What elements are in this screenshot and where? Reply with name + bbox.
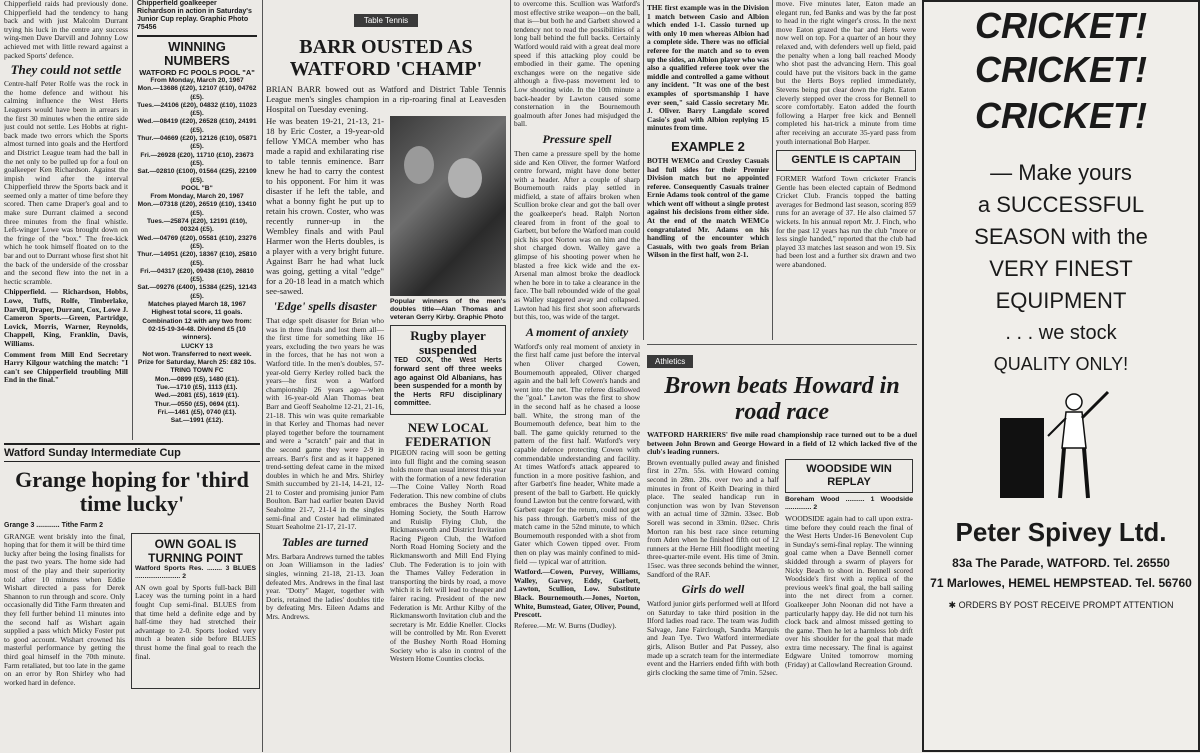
numbers-line: Not won. Transferred to next week. Prize for Saturday, March 25: £82 10s.: [138, 350, 256, 367]
brown-body: Brown eventually pulled away and finished first in 27m. 55s. with Howard coming second in 28m. 20s. over two and a half minutes in front of Keith Dearing in third place. The sealed handicap run in conjunction was won by Ivan Stevenson with an actual time of 32min. 33sec. Bob Sorell was second in 33min. 02sec. Chris Morton ran his best race since returning from Aden when he finished fifth out of 12 runners at the Herne Hill floodlight meeting three-quarter-mile event. His time of 3min. 15sec. was three seconds behind the winner, Sandford of the RAF.: [647, 457, 779, 579]
own-goal-box: [131, 533, 260, 690]
brown-headline: Brown beats Howard in road race: [664, 373, 900, 425]
numbers-line: Wed.—08419 (£20), 26528 (£10), 24191 (£5).: [137, 118, 257, 134]
woodside-score: Boreham Wood .......... 1 Woodside .............. 2: [785, 495, 913, 512]
numbers-line: Tues.—25874 (£20), 12191 (£10), 00324 (£5).: [147, 218, 247, 234]
winning-numbers-subtitle: WATFORD FC POOLS POOL "A": [139, 68, 255, 77]
girls-body: Watford junior girls performed well at Ilford on Saturday to take third position in the Ilford ladies road race. The team was Judith Salvage, Jane Fairclough, Sandra Marquis and Jean Tye. Two Watford intermediate girls, Alison Butler and Pat Pussey, also made up a scratch team for the intermediate event and the Harriers ended fifth with both girls clocking the same time of 7min. 52sec.: [647, 599, 779, 677]
numbers-line: Tues.—24106 (£20), 04832 (£10), 11023 (£5).: [137, 101, 257, 118]
intermediate-cup-section: [4, 443, 260, 752]
chipperfield-subheading: They could not settle: [10, 62, 122, 78]
barr-body: He was beaten 19-21, 21-13, 21-18 by Eric Coster, a 19-year-old fellow YMCA member who has made a rapid and exhilarating rise to table tennis eminence. Barr knew he had to carry the contest to his opponent. For him it was disaster if he left the table, and what a bonny fight he put up to retain his crown. Coster, who was recently runner-up in the Wembley finals and with Paul Harmer won the Herts doubles, is a player with a very bright future. Against Barr he had what luck was going, getting a vital "edge" for a 20-18 lead in a match which see-sawed.: [266, 116, 384, 296]
cricket-advertisement: [922, 0, 1200, 752]
barr-body-3: Mrs. Barbara Andrews turned the tables on Joan Williamson in the ladies' singles, winning 21-18, 21-13. Joan defeated Mrs. Andrews in the final last year. "Dotty" Mager, together with Doris, retained the ladies' doubles title by defeating Mrs. Eileen Adams and Mrs. Andrews.: [266, 551, 384, 621]
numbers-line: Thur.—0550 (£5), 0694 (£1).: [154, 400, 240, 408]
grange-score: Grange 3 ............ Tithe Farm 2: [4, 522, 104, 529]
doubles-photo-caption: Popular winners of the men's doubles title—Alan Thomas and veteran Gerry Kirby. Graphic Photo: [390, 298, 506, 321]
gentle-body: FORMER Watford Town cricketer Francis Gentle has been elected captain of Bedmond Cricket Club. Francis topped the batting averages for Bedmond last season, scoring 859 runs for an average of 37. He also claimed 57 wickets. In his annual report Mr. J. Finch, who for the past 12 years has run the club "more or less single handed," reported that the club had played 33 matches last season and won 19. Six had been lost and a further six drawn and two were abandoned.: [776, 174, 916, 270]
anxiety-subheading: A moment of anxiety: [525, 324, 629, 339]
soccer-body-1: Then came a pressure spell by the home side and Ken Oliver, the former Watford centre forward, might have done better with a header. After a couple of sharp Bournemouth raids play settled in midfield, a state of affairs broken when Scullion broke clear and got the ball over the goalkeeper's head. Ralph Norton cleared from in front of the goal to Garbett, but before the Watford man could pick his spot Norton was on him and the shot charged down. Walley gave a glimpse of his shooting power when he blasted a free kick wide and the ex-Arsenal man almost broke the deadlock when he bore in to take a clearance in the face. The ball rebounded wide of the goal as Walley staggered away and collapsed. Lawton had his first shot soon afterwards but this, too, was wide of the target.: [514, 148, 640, 322]
federation-title: NEW LOCAL FEDERATION: [405, 419, 491, 449]
example-1-body: THE first example was in the Division 1 match between Casio and Albion which ended 1-1. Cassio turned up with only 10 men whereas Albion had a complete side. There was no official referee for the match and so to even up the sides, an Albion player who was also a qualified referee took over the middle and controlled a game without any incident. "It was one of the best examples of sportsmanship I have ever seen," said Cassio secretary Mr. J. Oliver. Barry Langdale scored Casio's goal with Albion replying 15 minutes from time.: [647, 3, 769, 133]
gentle-title: GENTLE IS CAPTAIN: [791, 154, 901, 167]
soccer-top: to overcome this. Scullion was Watford's most effective strike weapon—on the ball, that is—but both he and Garbett showed a tendency not to read the possibilities of a long ball behind the full backs. Certainly Watford would raid with a great deal more speed if this attacking ploy could be embodied in their game. The opening exchanges were on the negative side although a five-pass movement led to Low shooting wide. In the 10th minute a back-header by Lawton caused some consternation in the Bournemouth goalmouth after Jones had misjudged the ball.: [514, 0, 640, 129]
pressure-subheading: Pressure spell: [542, 131, 612, 146]
woodside-title-box: [785, 459, 913, 493]
brown-lead: WATFORD HARRIERS' five mile road championship race turned out to be a duel between John Brown and George Howard in a field of 12 which lacked five of the club's leading runners.: [647, 430, 917, 457]
chipperfield-intro: Chipperfield raids had previously done. Chipperfield had the tendency to hang back and with just Malcolm Durrant trying his luck in the centre any success wing-men Dave Darvill and Johnny Low achieved met with little reward against a packed Sports' defence.: [4, 0, 128, 60]
woodside-body: WOODSIDE again had to call upon extra-time before they could reach the final of the West Herts Under-16 Benevolent Cup in Sunday's semi-final replay. The winning goal came when a Dave Bennell corner skidded through a swarm of players for Nicky Beach to shoot in. Bennell scored Woodside's first with a replica of the previous week's final goal, the ball sailing into the net direct from a corner. Goalkeeper John Noonan did not have a particularly happy day. He did not turn his clock back and almost missed getting to the game. Then he let a harmless lob drift over his shoulder for the goal that made extra time necessary. The final is against Edgware United tomorrow morning (Friday) at Callowland Recreation Ground.: [785, 513, 913, 670]
orders-text: ORDERS BY POST RECEIVE PROMPT ATTENTION: [958, 600, 1174, 610]
photo-caption-goalkeeper: Chipperfield goalkeeper Richardson in action in Saturday's Junior Cup replay. Graphic Photo 75456: [137, 0, 252, 31]
numbers-line: Thur.—04669 (£20), 12126 (£10), 05871 (£5).: [137, 135, 257, 151]
column-gentle: [776, 0, 916, 342]
numbers-line: Tue.—1710 (£5), 1113 (£1).: [156, 383, 238, 391]
shop-address-hemel: 71 Marlowes, HEMEL HEMPSTEAD. Tel. 56760: [930, 576, 1192, 590]
soccer-referee: Referee.—Mr. W. Burns (Dudley).: [514, 620, 617, 630]
athletics-section: [647, 344, 917, 753]
edge-subheading: 'Edge' spells disaster: [273, 299, 377, 313]
ad-line-2: a SUCCESSFUL: [977, 192, 1145, 217]
girls-subheading: Girls do well: [681, 582, 745, 597]
grange-headline: Grange hoping for 'third time lucky': [15, 467, 249, 516]
numbers-line: Fri.—04317 (£20), 09438 (£10), 26810 (£5).: [140, 267, 254, 284]
shop-address-watford: 83a The Parade, WATFORD. Tel. 26550: [952, 556, 1170, 570]
numbers-line: LUCKY 13: [181, 342, 213, 350]
numbers-line: Fri.—26928 (£20), 11710 (£10), 23673 (£5).: [140, 151, 254, 167]
table-tennis-section: [266, 0, 506, 752]
shop-name: Peter Spivey Ltd.: [955, 517, 1167, 547]
rugby-title: Rugby player suspended: [410, 328, 486, 358]
barr-body-2: That edge spelt disaster for Brian who was in three finals and lost them all—the first time for something like 16 years, excluding the two years he was in the forces, that he has not won a Watford title. In the men's doubles, 57-year-old Gerry Kerley rolled back the years—he first won a Watford championship 26 years ago—when with 16-year-old Alan Thomas beat Barr and Geoff Seaholme 12-21, 21-16, 21-18. This win was quite remarkable in that Kerley and Thomas had never played together before the tournament and were a "scratch" pair and that in the second game they were 2-9 in arrears. Barr's first and as it happened trend-setting defeat came in the mixed doubles in which he and Mrs. Shirley Smith succumbed by 21-14, 14-21, 12-21 to Coster and promising junior Pam Boulton. Barr had earlier beaten David Seaholme 21-7, 21-14 in the singles semi-final and Coster had eliminated Stuart Seaholme 21-17, 21-17.: [266, 316, 384, 532]
numbers-line: Thur.—14951 (£20), 18367 (£10), 25810 (£5).: [137, 251, 257, 267]
own-goal-score: Watford Sports Res. ........ 3 BLUES ........................ 2: [135, 564, 256, 581]
orders-by-post: [924, 598, 1198, 612]
ad-headline-2: CRICKET!: [975, 49, 1147, 90]
column-soccer-report: [514, 0, 640, 752]
column-winning-numbers: [137, 0, 257, 440]
ad-line-5: EQUIPMENT: [995, 288, 1127, 313]
ad-line-3: SEASON with the: [974, 224, 1148, 249]
chipperfield-body: Centre-half Peter Rolfe was the rock in the home defence and without his calming influence the West Herts Leaguers would have been in arrears in the first 30 minutes when the entire side just could not settle. Les Hobbs at right-back made two errors which the Sports almost turned into goals and the Hertford and District League team had the ball in the net only to be pulled up for a foul on goalkeeper Ken Richardson. Against the impish wind after the interval Chipperfield threw the Sports back and it seemed only a matter of time before they scored. Then came Draper's goal and to make sure Durrant claimed a second three minutes from the final whistle. Left-winger Lowe was brought down on the fringe of the "box." The free-kick which he took himself floated on to the bar and out to Durrant whose first shot hit the back of the underside of the crossbar and the second flew into the net in a hectic scramble.: [4, 79, 128, 286]
numbers-line: Sat.—1991 (£12).: [170, 417, 224, 425]
section-tag-athletics: Athletics: [647, 355, 693, 368]
chipperfield-note: Comment from Mill End Secretary Harry Kilgour watching the match: "I can't see Chipperfield troubling Mill End in the final.": [4, 349, 128, 385]
soccer-body-2: Watford's only real moment of anxiety in the first half came just before the interval when Oliver charged Cowen, Bournemouth appealed, Oliver charged again and the ball left Cowen's hands and went into the net. The referee disallowed the "goal." Lawton was the first to show in the second half as he chased a loose ball. White, the strong man of the Bournemouth defence, beat him to the ball. The game quickly returned to the pattern of the first half. Watford's very capable defence protecting Cowen with commendable understanding and facility. At times Watford's attack appeared to function in a more positive fashion, and after Garbett's fine header, White made a present of the ball to Garbett. He quickly found Lawton but the centre forward, with Garbett eager for the return, could not get his pass through. Garbett's miss of the match came in the 52nd minute, to which Bournemouth responded with a shot from Gater which Cowen tipped over. From then on play was mainly confined to mid-field — typical war of attrition.: [514, 341, 640, 566]
intermediate-cup-banner: Watford Sunday Intermediate Cup: [4, 447, 181, 459]
column-chipperfield: [4, 0, 128, 440]
tables-subheading: Tables are turned: [281, 534, 369, 549]
chipperfield-teams: Chipperfield. — Richardson, Hobbs, Lowe, Tuffs, Rolfe, Timberlake, Darvill, Draper, Durrant, Cox, Lowe J. Cameron Sports.—Green, Partridge, Lovick, Morris, Warner, Reynolds, Chappell, King, Franklin, Davis, Williams.: [4, 287, 128, 348]
grange-body: GRANGE went briskly into the final, hoping that for them it will be third time lucky after being the losing finalists for the past two years. The home side had most of the play and their superiority told after 10 minutes when Eddie Wishart directed a pass for Derek Shannon to run through and score. Only occasionally did Tithe Farm threaten and they fell further behind 11 minutes into the second half as Wishart again supplied a pass which Micky Foster put to good account. Wishart crowned his masterful performance by getting the third goal himself in the 70th minute. Farm retaliated, but too late in the game on an error by Ron Shirley who had worked hard in defence.: [4, 531, 125, 687]
numbers-line: From Monday, March 20, 1967: [150, 77, 244, 84]
ad-line-4: VERY FINEST: [989, 256, 1133, 281]
numbers-line: Wed.—04769 (£20), 05581 (£10), 23276 (£5).: [137, 234, 257, 250]
ad-line-6: . . . we stock: [1005, 322, 1117, 344]
soccer-teams: Watford.—Cowen, Purvey, Williams, Walley, Garvey, Eddy, Garbett, Lawton, Scullion, Low. Substitute Black. Bournemouth.—Jones, Norton, White, Bumstead, Gater, Oliver, Pound, Prescott.: [514, 567, 640, 620]
numbers-line: Matches played March 18, 1967 Highest total score, 11 goals. Combination 12 with any two from: 02-15-19-34-48. Dividend £5 (10 winners).: [142, 301, 252, 342]
gentle-title-box: [776, 150, 916, 171]
numbers-line: From Monday, March 20, 1967: [150, 193, 244, 201]
numbers-line: TRING TOWN FC: [170, 367, 224, 375]
woodside-continued: move. Five minutes later, Eaton made an elegant run, fed Banks and was by the far post to head in the right winger's cross. In the next move Eaton grazed the bar and Herts were now well on top. For a quarter of an hour they relaxed and, with defenders well up field, paid the penalty when a long ball reached Moody who shot past the advancing Hern. This goal could have put the visitors back in the game but the Herts Boys replied immediately, Stevens being put clear down the right. Eaton cleverly stepped over the cross for Bennell to score comfortably. Eaton added the fourth following a Harper free kick and Bennell completed his hat-trick a minute from time after receiving an accurate 35-yard pass from youth international Bob Harper.: [776, 0, 916, 146]
ad-line-1: — Make yours: [990, 160, 1132, 185]
doubles-winners-photo: [390, 116, 506, 296]
rugby-box: [390, 325, 506, 415]
star-icon: ✱: [948, 600, 959, 610]
ad-headline-1: CRICKET!: [975, 5, 1147, 46]
numbers-line: Sat.—02810 (£100), 01564 (£25), 22109 (£5).: [137, 168, 257, 184]
ad-line-7: QUALITY ONLY!: [993, 354, 1129, 374]
batsman-icon: [1034, 388, 1114, 506]
example-2-body: BOTH WEMCo and Croxley Casuals had full sides for their Premier Division match but no appointed referee. Consequently Casuals trainer Ernie Adams took control of the game which went off without a single protest against his decisions from either side. At the end of the match WEMCo congratulated Mr. Adams on his handling of the encounter which Casuals, with two goals from Brian Wilson in the first half, won 2-1.: [647, 155, 769, 260]
numbers-line: POOL "B": [181, 184, 213, 192]
example-2-title: EXAMPLE 2: [671, 138, 745, 154]
numbers-line: Sat.—09276 (£400), 15384 (£25), 12143 (£5).: [137, 284, 257, 300]
rugby-body: TED COX, the West Herts forward sent off three weeks ago against Old Albanians, has been suspended for a month by the Herts RFU disciplinary committee.: [394, 357, 502, 408]
ad-headline-3: CRICKET!: [975, 95, 1147, 136]
woodside-title: WOODSIDE WIN REPLAY: [806, 462, 892, 488]
section-tag-table-tennis: Table Tennis: [354, 14, 418, 27]
numbers-line: Wed.—2081 (£5), 1619 (£1).: [154, 392, 240, 400]
numbers-line: Mon.—07318 (£20), 26519 (£10), 13410 (£5).: [137, 201, 257, 217]
numbers-list: [137, 77, 257, 425]
column-examples: [647, 0, 769, 342]
cricketer-illustration: [924, 388, 1198, 508]
own-goal-body: AN own goal by Sports full-back Bill Lacey was the turning point in a hard fought Cup semi-final. BLUES from that time held a definite edge and by half-time they had stretched their advantage to 2-0. Sports looked very much a beaten side before BLUES thrust home the final goal to reach the final.: [135, 582, 256, 661]
numbers-line: Mon.—13686 (£20), 12107 (£10), 04762 (£5).: [137, 85, 257, 101]
barr-headline: BARR OUSTED AS WATFORD 'CHAMP': [289, 36, 483, 80]
numbers-line: Mon.—0899 (£5), 1480 (£1).: [155, 375, 239, 383]
barr-lead: BRIAN BARR bowed out as Watford and District Table Tennis League men's singles champion in a rip-roaring final at Leavesden Hospital on Tuesday evening.: [266, 84, 506, 114]
own-goal-title: OWN GOAL IS TURNING POINT: [148, 536, 243, 565]
winning-numbers-title: WINNING NUMBERS: [164, 39, 230, 68]
federation-body: PIGEON racing will soon be getting into full flight and the coming season holds more than usual interest this year with the formation of a new federation—The Coine Valley North Road Federation. This new combine of clubs embraces the Bushey North Road Homing Society, the South Harrow and Ruislip Flying Club, the Rickmansworth and District Invitation Racing Pigeon Club, the Watford North Road Homing Society and the Rickmansworth and Mill End Flying Club. The Federation is to join with the Thames Valley Federation in transporting the birds by road, a move which it is felt will lead to cheaper and fairer racing. President of the new Federation is Mr. Arthur Kilby of the Rickmansworth Invitation club and the secretary is Mr. Eddie Kneller. Clocks will be controlled by Mr. Ron Everett of the Bushey North Road Homing Society who is also in control of the Western Home Counties clocks.: [390, 447, 506, 664]
numbers-line: Fri.—1461 (£5), 0740 (£1).: [157, 408, 237, 416]
